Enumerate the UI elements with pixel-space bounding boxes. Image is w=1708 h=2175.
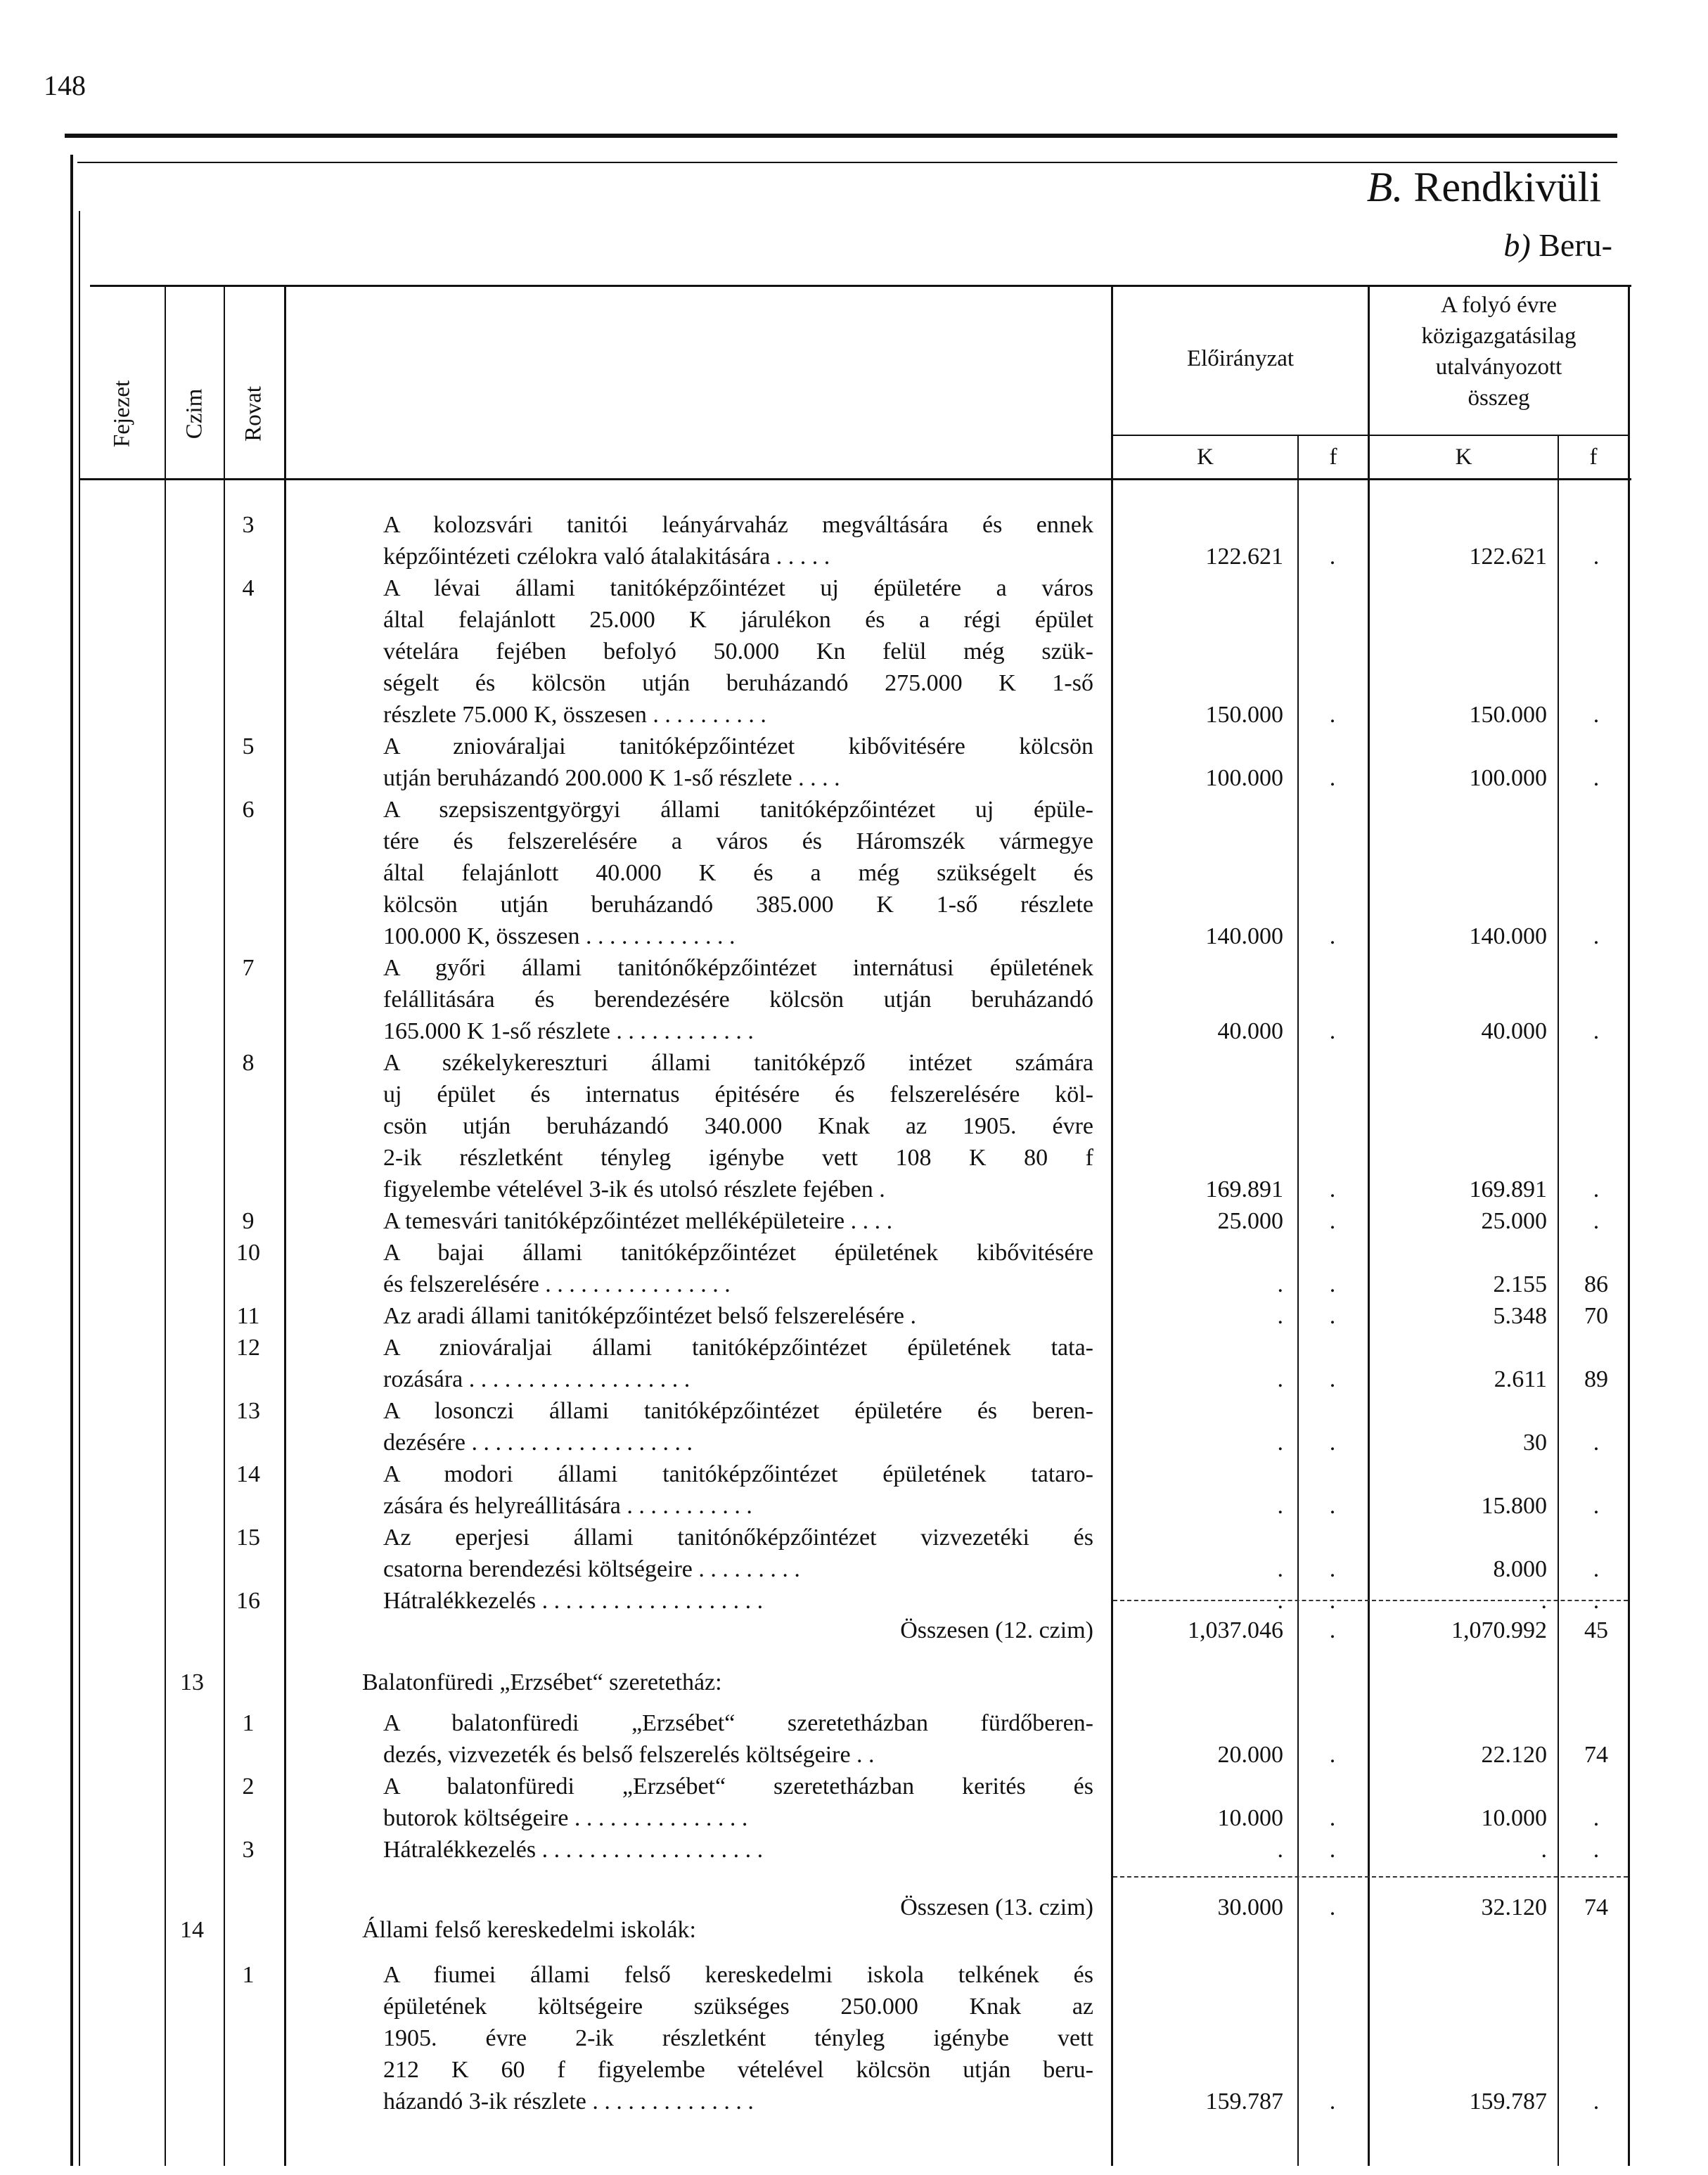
rovat-number: 8 — [242, 1050, 255, 1076]
amount-f-eloiranyzat: . — [1329, 1805, 1336, 1831]
amount-k-utalvanyozott: 140.000 — [1469, 923, 1547, 949]
left-outer-border — [70, 155, 73, 2166]
amount-f-utalvanyozott: 70 — [1584, 1303, 1608, 1329]
czim-title: Balatonfüredi „Erzsébet“ szeretetház: — [362, 1669, 722, 1695]
czim-title: Állami felső kereskedelmi iskolák: — [362, 1917, 696, 1943]
description-line: dezésére . . . . . . . . . . . . . . . . . . . — [383, 1430, 693, 1456]
row-description — [383, 952, 1093, 1047]
amount-f-eloiranyzat: . — [1329, 544, 1336, 570]
description-line: A lévai állami tanitóképzőintézet uj épületére a város — [383, 575, 1093, 601]
row-description — [383, 1959, 1093, 2117]
amount-k-utalvanyozott: . — [1541, 1837, 1547, 1863]
description-line: házandó 3-ik részlete . . . . . . . . . . . . . . — [383, 2089, 754, 2115]
row-description — [383, 794, 1093, 952]
rovat-number: 4 — [242, 575, 255, 601]
amount-k-eloiranyzat: 25.000 — [1217, 1208, 1283, 1234]
amount-f-utalvanyozott: . — [1593, 765, 1600, 791]
description-line: rozására . . . . . . . . . . . . . . . . . . . — [383, 1366, 691, 1392]
row-description — [383, 1458, 1093, 1522]
rovat-number: 7 — [242, 955, 255, 981]
amount-f-eloiranyzat: . — [1329, 2089, 1336, 2115]
rovat-number: 3 — [242, 1837, 255, 1863]
amount-k-eloiranyzat: 140.000 — [1205, 923, 1283, 949]
header-utalvanyozott-line: közigazgatásilag — [1421, 323, 1577, 349]
amount-k-utalvanyozott: 8.000 — [1493, 1556, 1547, 1582]
description-line: 100.000 K, összesen . . . . . . . . . . . . . — [383, 923, 736, 949]
section-title — [1367, 163, 1601, 212]
description-line: csatorna berendezési költségeire . . . . . . . . . — [383, 1556, 800, 1582]
description-line: butorok költségeire . . . . . . . . . . . . . . . — [383, 1805, 748, 1831]
row-description — [383, 572, 1093, 731]
amount-k-eloiranyzat: . — [1277, 1837, 1283, 1863]
row-description — [383, 1047, 1093, 1205]
description-line: A balatonfüredi „Erzsébet“ szeretetházban kerités és — [383, 1773, 1093, 1799]
amount-f-utalvanyozott: 86 — [1584, 1271, 1608, 1297]
sum-k2: 1,070.992 — [1451, 1617, 1547, 1643]
amount-k-eloiranyzat: 150.000 — [1205, 702, 1283, 728]
amount-k-utalvanyozott: 150.000 — [1469, 702, 1547, 728]
row-description — [383, 1585, 1093, 1617]
amount-f-utalvanyozott: . — [1593, 1493, 1600, 1519]
header-k-eloiranyzat: K — [1197, 444, 1214, 470]
amount-f-utalvanyozott: 74 — [1584, 1742, 1608, 1768]
header-k-utalvanyozott: K — [1455, 444, 1472, 470]
sum-f1: . — [1329, 1617, 1336, 1643]
description-line: dezés, vizvezeték és belső felszerelés költségeire . . — [383, 1742, 875, 1768]
header-rovat: Rovat — [240, 386, 267, 442]
rovat-number: 14 — [236, 1461, 260, 1487]
row-description — [383, 1332, 1093, 1395]
rovat-number: 12 — [236, 1335, 260, 1361]
sum-k1: 30.000 — [1217, 1894, 1283, 1920]
czim-number: 13 — [180, 1669, 204, 1695]
amount-f-utalvanyozott: . — [1593, 544, 1600, 570]
rovat-number: 3 — [242, 512, 255, 538]
rovat-number: 1 — [242, 1710, 255, 1736]
header-utalvanyozott-line: összeg — [1468, 385, 1530, 411]
amount-f-utalvanyozott: . — [1593, 1430, 1600, 1456]
amount-k-eloiranyzat: . — [1277, 1556, 1283, 1582]
amount-k-utalvanyozott: 2.155 — [1493, 1271, 1547, 1297]
col-line-k1 — [1297, 436, 1299, 2166]
description-line: és felszerelésére . . . . . . . . . . . . . . . . — [383, 1271, 731, 1297]
amount-f-eloiranyzat: . — [1329, 1556, 1336, 1582]
rovat-number: 9 — [242, 1208, 255, 1234]
description-line: A kolozsvári tanitói leányárvaház megváltására és ennek — [383, 512, 1093, 538]
description-line: Hátralékkezelés . . . . . . . . . . . . . . . . . . . — [383, 1837, 764, 1863]
amount-f-eloiranyzat: . — [1329, 1208, 1336, 1234]
col-line-rovat — [284, 285, 286, 2166]
amount-k-eloiranyzat: 100.000 — [1205, 765, 1283, 791]
amount-f-utalvanyozott: . — [1593, 1805, 1600, 1831]
col-line-k2 — [1558, 436, 1559, 2166]
amount-k-eloiranyzat: . — [1277, 1271, 1283, 1297]
page-number: 148 — [44, 70, 86, 101]
description-line: kölcsön utján beruházandó 385.000 K 1-ső részlete — [383, 892, 1093, 918]
description-line: Az eperjesi állami tanitónőképzőintézet vizvezetéki és — [383, 1525, 1093, 1551]
amount-k-eloiranyzat: 40.000 — [1217, 1018, 1283, 1044]
header-utalvanyozott-line: A folyó évre — [1441, 293, 1557, 318]
section-title-prefix: B. — [1366, 164, 1404, 210]
amount-f-utalvanyozott: . — [1593, 1208, 1600, 1234]
col-line-desc — [1111, 285, 1113, 2166]
sum-k2: 32.120 — [1481, 1894, 1547, 1920]
description-line: csön utján beruházandó 340.000 Knak az 1905. évre — [383, 1113, 1093, 1139]
description-line: zására és helyreállitására . . . . . . . . . . . — [383, 1493, 752, 1519]
rovat-number: 5 — [242, 733, 255, 759]
amount-k-eloiranyzat: 10.000 — [1217, 1805, 1283, 1831]
description-line: 165.000 K 1-ső részlete . . . . . . . . . . . . — [383, 1018, 754, 1044]
amount-k-eloiranyzat: . — [1277, 1588, 1283, 1614]
amount-k-utalvanyozott: 5.348 — [1493, 1303, 1547, 1329]
sum-k1: 1,037.046 — [1188, 1617, 1283, 1643]
amount-f-eloiranyzat: . — [1329, 1837, 1336, 1863]
description-line: A zniováraljai tanitóképzőintézet kibővitésére kölcsön — [383, 733, 1093, 759]
table-header-bottom-rule — [79, 478, 1631, 480]
header-utalvanyozott — [1370, 290, 1628, 413]
sum-f2: 74 — [1584, 1894, 1608, 1920]
description-line: A bajai állami tanitóképzőintézet épületének kibővitésére — [383, 1240, 1093, 1266]
description-line: A modori állami tanitóképzőintézet épületének tataro- — [383, 1461, 1093, 1487]
row-description — [383, 1771, 1093, 1834]
description-line: tére és felszerelésére a város és Háromszék vármegye — [383, 828, 1093, 854]
rovat-number: 13 — [236, 1398, 260, 1424]
amount-k-eloiranyzat: 20.000 — [1217, 1742, 1283, 1768]
amount-f-eloiranyzat: . — [1329, 1588, 1336, 1614]
rovat-number: 16 — [236, 1588, 260, 1614]
czim-number: 14 — [180, 1917, 204, 1943]
description-line: képzőintézeti czélokra való átalakitására . . . . . — [383, 544, 830, 570]
amount-f-eloiranyzat: . — [1329, 765, 1336, 791]
sum-label: Összesen (13. czim) — [900, 1894, 1093, 1920]
amount-k-eloiranyzat: . — [1277, 1303, 1283, 1329]
amount-k-utalvanyozott: 100.000 — [1469, 765, 1547, 791]
section-subtitle-text: Beru- — [1539, 227, 1612, 263]
row-description — [383, 1834, 1093, 1866]
amount-k-utalvanyozott: 2.611 — [1494, 1366, 1547, 1392]
description-line: 1905. évre 2-ik részletként tényleg igénybe vett — [383, 2025, 1093, 2051]
description-line: 212 K 60 f figyelembe vételével kölcsön utján beru- — [383, 2057, 1093, 2083]
amount-f-utalvanyozott: . — [1593, 1837, 1600, 1863]
amount-f-eloiranyzat: . — [1329, 1018, 1336, 1044]
amount-f-eloiranyzat: . — [1329, 923, 1336, 949]
amount-k-utalvanyozott: 22.120 — [1481, 1742, 1547, 1768]
header-czim: Czim — [181, 388, 207, 440]
amount-k-eloiranyzat: . — [1277, 1493, 1283, 1519]
amount-k-eloiranyzat: 159.787 — [1205, 2089, 1283, 2115]
amount-k-utalvanyozott: 169.891 — [1469, 1176, 1547, 1202]
description-line: uj épület és internatus épitésére és felszerelésére köl- — [383, 1082, 1093, 1108]
header-f-eloiranyzat: f — [1329, 444, 1337, 470]
description-line: vételára fejében befolyó 50.000 Kn felül még szük- — [383, 639, 1093, 665]
amount-f-utalvanyozott: . — [1593, 702, 1600, 728]
rovat-number: 2 — [242, 1773, 255, 1799]
description-line: A temesvári tanitóképzőintézet melléképületeire . . . . — [383, 1208, 893, 1234]
amount-k-eloiranyzat: 122.621 — [1205, 544, 1283, 570]
amount-k-utalvanyozott: 10.000 — [1481, 1805, 1547, 1831]
amount-f-utalvanyozott: . — [1593, 2089, 1600, 2115]
amount-f-utalvanyozott: . — [1593, 923, 1600, 949]
amount-f-eloiranyzat: . — [1329, 1742, 1336, 1768]
row-description — [383, 1300, 1093, 1332]
row-description — [383, 509, 1093, 572]
sum-label: Összesen (12. czim) — [900, 1617, 1093, 1643]
row-description — [383, 1522, 1093, 1585]
row-description — [383, 1707, 1093, 1771]
row-description — [383, 1237, 1093, 1300]
description-line: A székelykereszturi állami tanitóképző intézet számára — [383, 1050, 1093, 1076]
amount-k-utalvanyozott: 30 — [1523, 1430, 1547, 1456]
amount-k-eloiranyzat: . — [1277, 1430, 1283, 1456]
header-eloiranyzat: Előirányzat — [1186, 346, 1295, 371]
header-fejezet: Fejezet — [109, 380, 135, 448]
rovat-number: 15 — [236, 1525, 260, 1551]
amount-f-eloiranyzat: . — [1329, 1271, 1336, 1297]
description-line: épületének költségeire szükséges 250.000 Knak az — [383, 1994, 1093, 2020]
rovat-number: 11 — [236, 1303, 260, 1329]
sum12-separator — [1113, 1600, 1628, 1601]
description-line: A zniováraljai állami tanitóképzőintézet épületének tata- — [383, 1335, 1093, 1361]
amount-k-utalvanyozott: 15.800 — [1481, 1493, 1547, 1519]
col-line-fejezet — [165, 285, 166, 2166]
amount-k-utalvanyozott: 122.621 — [1469, 544, 1547, 570]
row-description — [383, 731, 1093, 794]
amount-k-utalvanyozott: 159.787 — [1469, 2089, 1547, 2115]
header-k-f-rule — [1111, 435, 1630, 436]
description-line: ségelt és kölcsön utján beruházandó 275.000 K 1-ső — [383, 670, 1093, 696]
description-line: 2-ik részletként tényleg igénybe vett 108 K 80 f — [383, 1145, 1093, 1171]
header-f-utalvanyozott: f — [1589, 444, 1598, 470]
description-line: Hátralékkezelés . . . . . . . . . . . . . . . . . . . — [383, 1588, 764, 1614]
description-line: A balatonfüredi „Erzsébet“ szeretetházban fürdőberen- — [383, 1710, 1093, 1736]
description-line: A fiumei állami felső kereskedelmi iskola telkének és — [383, 1962, 1093, 1988]
row-description — [383, 1395, 1093, 1458]
top-rule-thick — [65, 134, 1617, 138]
row-description — [383, 1205, 1093, 1237]
amount-f-utalvanyozott: . — [1593, 1176, 1600, 1202]
col-line-f1 — [1368, 285, 1370, 2166]
amount-f-utalvanyozott: . — [1593, 1588, 1600, 1614]
amount-f-eloiranyzat: . — [1329, 1303, 1336, 1329]
amount-f-eloiranyzat: . — [1329, 1366, 1336, 1392]
amount-f-utalvanyozott: . — [1593, 1556, 1600, 1582]
amount-f-utalvanyozott: 89 — [1584, 1366, 1608, 1392]
amount-f-utalvanyozott: . — [1593, 1018, 1600, 1044]
description-line: A szepsiszentgyörgyi állami tanitóképzőintézet uj épüle- — [383, 797, 1093, 823]
section-title-text: Rendkivüli — [1413, 164, 1601, 210]
amount-k-eloiranyzat: . — [1277, 1366, 1283, 1392]
header-utalvanyozott-line: utalványozott — [1435, 354, 1562, 380]
description-line: Az aradi állami tanitóképzőintézet belső felszerelésére . — [383, 1303, 917, 1329]
section-subtitle-prefix: b) — [1503, 227, 1531, 263]
left-inner-border — [79, 211, 80, 2166]
amount-k-eloiranyzat: 169.891 — [1205, 1176, 1283, 1202]
description-line: felállitására és berendezésére kölcsön utján beruházandó — [383, 987, 1093, 1013]
amount-f-eloiranyzat: . — [1329, 1493, 1336, 1519]
amount-k-utalvanyozott: . — [1541, 1588, 1547, 1614]
amount-f-eloiranyzat: . — [1329, 1430, 1336, 1456]
description-line: által felajánlott 40.000 K és a még szükségelt és — [383, 860, 1093, 886]
rovat-number: 6 — [242, 797, 255, 823]
table-header-top-rule — [90, 285, 1631, 287]
section-subtitle — [1503, 226, 1612, 264]
rovat-number: 1 — [242, 1962, 255, 1988]
description-line: A losonczi állami tanitóképzőintézet épületére és beren- — [383, 1398, 1093, 1424]
amount-k-utalvanyozott: 25.000 — [1481, 1208, 1547, 1234]
sum-f1: . — [1329, 1894, 1336, 1920]
description-line: részlete 75.000 K, összesen . . . . . . . . . . — [383, 702, 766, 728]
description-line: utján beruházandó 200.000 K 1-ső részlete . . . . — [383, 765, 840, 791]
description-line: által felajánlott 25.000 K járulékon és a régi épület — [383, 607, 1093, 633]
amount-f-eloiranyzat: . — [1329, 1176, 1336, 1202]
sum-f2: 45 — [1584, 1617, 1608, 1643]
description-line: A győri állami tanitónőképzőintézet internátusi épületének — [383, 955, 1093, 981]
amount-k-utalvanyozott: 40.000 — [1481, 1018, 1547, 1044]
rovat-number: 10 — [236, 1240, 260, 1266]
amount-f-eloiranyzat: . — [1329, 702, 1336, 728]
sum13-separator — [1113, 1876, 1628, 1878]
description-line: figyelembe vételével 3-ik és utolsó részlete fejében . — [383, 1176, 885, 1202]
